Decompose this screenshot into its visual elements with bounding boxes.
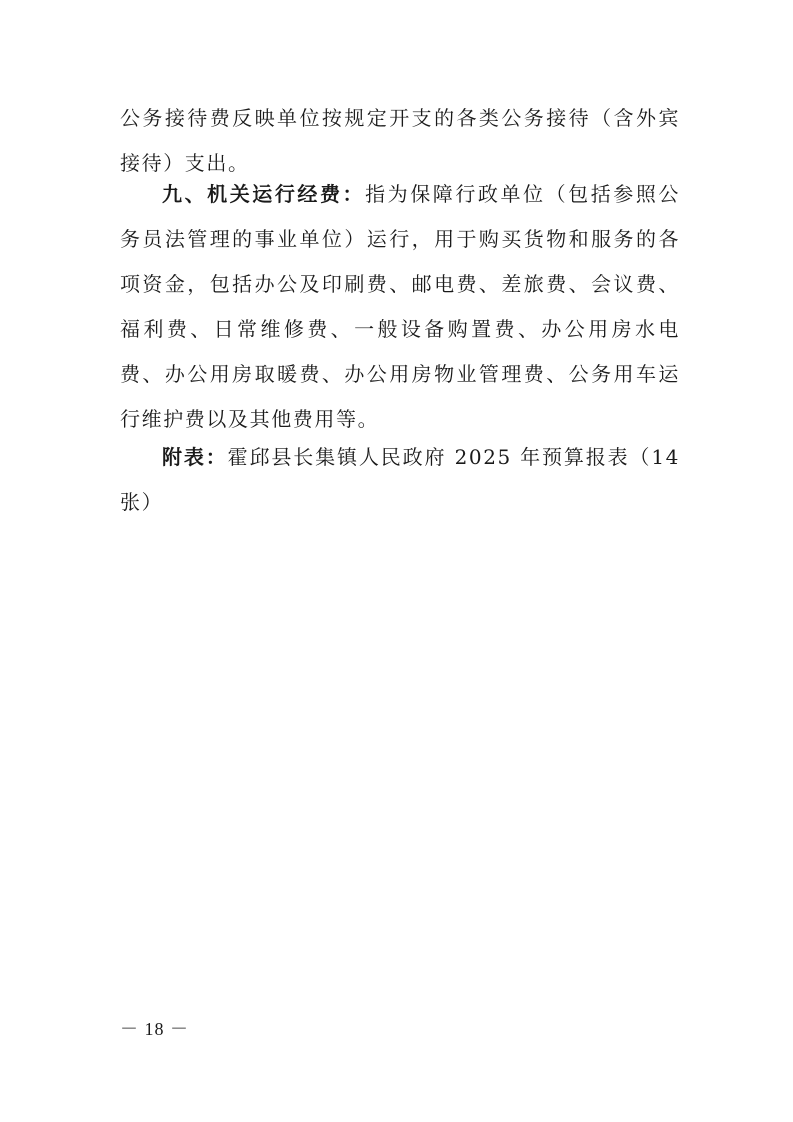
paragraph-continuation: 公务接待费反映单位按规定开支的各类公务接待（含外宾接待）支出。 — [120, 106, 680, 175]
attachment-line — [120, 435, 680, 525]
attachment-label: 附表： — [162, 445, 228, 469]
section-nine-heading: 九、机关运行经费： — [162, 182, 366, 206]
section-nine-body: 指为保障行政单位（包括参照公务员法管理的事业单位）运行，用于购买货物和服务的各项资金，包括办公及印刷费、邮电费、差旅费、会议费、福利费、日常维修费、一般设备购置费、办公用房水电费、办公用房取暖费、办公用房物业管理费、公务用车运行维护费以及其他费用等。 — [120, 182, 680, 431]
attachment-text: 霍邱县长集镇人民政府 2025 年预算报表（14 张） — [120, 445, 680, 514]
section-nine-paragraph — [120, 172, 680, 442]
page-number: － 18 － — [120, 1019, 189, 1039]
